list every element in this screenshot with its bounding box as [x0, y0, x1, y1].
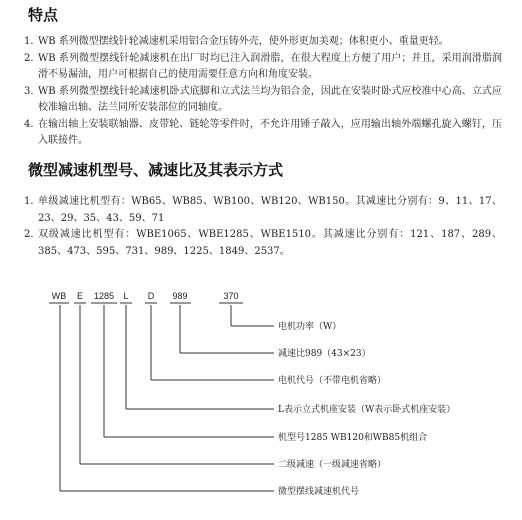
item-text: WB 系列微型摆线针轮减速机采用铝合金压铸外壳，使外形更加美观；体积更小、重量更轻。 — [38, 36, 449, 47]
item-text: WB 系列微型摆线针轮减速机卧式底脚和立式法兰均为铝合金，因此在安装时卧式应校准中心高、立式应校准输出轴、法兰同所安装部位的同轴度。 — [38, 85, 502, 113]
item-text: 单级减速比机型有：WB65、WB85、WB100、WB120、WB150。其减速比分别有：9、11、17、23、29、35、43、59、71 — [38, 196, 502, 224]
code-power: 370 — [223, 291, 239, 301]
item-number: 3. — [24, 85, 34, 97]
models-item — [24, 227, 502, 260]
code-l: L — [123, 291, 129, 301]
code-wb: WB — [51, 291, 67, 301]
features-item — [24, 34, 502, 51]
features-heading: 特点 — [28, 6, 59, 24]
item-number: 4. — [24, 118, 34, 130]
code-d: D — [147, 291, 155, 301]
label-series: 微型摆线减速机代号 — [278, 487, 360, 497]
item-text: 双级减速比机型有：WBE1065、WBE1285、WBE1510。其减速比分别有：121、187、289、385、473、595、731、989、1225、1849、2537。 — [38, 229, 502, 257]
label-mounting: L表示立式机座安装（W表示卧式机座安装） — [278, 405, 456, 415]
models-list — [24, 194, 502, 260]
models-heading: 微型减速机型号、减速比及其表示方式 — [28, 161, 284, 179]
code-e: E — [76, 291, 84, 301]
item-number: 2. — [24, 52, 34, 64]
item-text: 在输出轴上安装联轴器、皮带轮、链轮等零件时，不允许用锤子敲入，应用输出轴外端螺孔旋入螺钉，压入联接件。 — [38, 118, 502, 146]
code-model: 1285 — [93, 291, 115, 301]
model-code-diagram — [0, 280, 522, 516]
code-ratio: 989 — [172, 291, 188, 301]
features-list — [24, 34, 502, 150]
label-stage: 二级减速（一级减速省略） — [278, 460, 387, 470]
label-power: 电机功率（W） — [278, 322, 342, 332]
item-number: 1. — [24, 196, 34, 207]
label-model: 机型号1285 WB120和WB85机组合 — [278, 433, 428, 443]
label-ratio: 减速比989（43×23） — [278, 349, 371, 359]
features-item — [24, 84, 502, 117]
item-text: WB 系列微型摆线针轮减速机在出厂时均已注入润滑脂，在很大程度上方便了用户；并且，采用润滑脂润滑不易漏油，用户可根据自己的使用需要任意方向和角度安装。 — [38, 52, 502, 80]
label-motor-code: 电机代号（不带电机省略） — [278, 376, 387, 386]
features-item — [24, 117, 502, 150]
models-item — [24, 194, 502, 227]
features-item — [24, 51, 502, 84]
item-number: 1. — [24, 36, 34, 47]
item-number: 2. — [24, 229, 34, 240]
